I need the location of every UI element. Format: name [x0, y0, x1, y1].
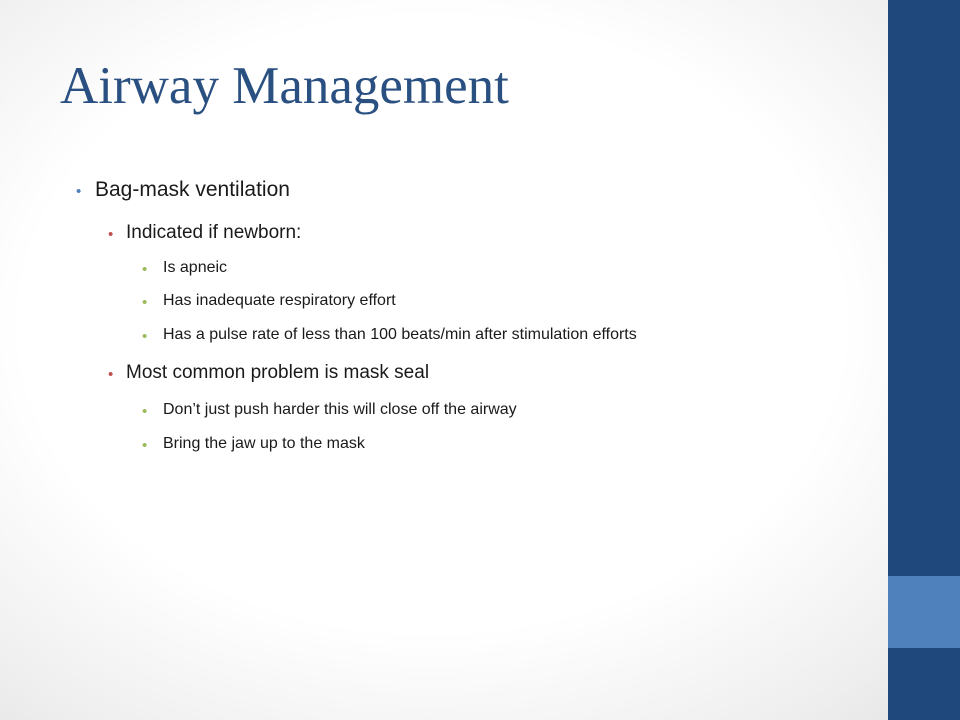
slide-title: Airway Management [60, 57, 509, 115]
bullet-item [142, 326, 637, 345]
bullet-text: Is apneic [163, 259, 228, 276]
bullet-text: Has inadequate respiratory effort [163, 292, 396, 309]
bullet-item [76, 178, 290, 202]
bullet-item [142, 292, 396, 311]
bullet-dot-icon: • [142, 261, 148, 278]
bullet-item [142, 401, 517, 420]
bullet-text: Has a pulse rate of less than 100 beats/min after stimulation efforts [163, 326, 637, 343]
bullet-text: Bring the jaw up to the mask [163, 435, 365, 452]
bullet-dot-icon: • [142, 437, 148, 454]
bullet-dot-icon: • [108, 226, 114, 243]
bullet-text: Indicated if newborn: [126, 222, 302, 243]
bullet-dot-icon: • [142, 403, 148, 420]
bullet-text: Bag-mask ventilation [95, 178, 290, 201]
bullet-dot-icon: • [108, 366, 114, 383]
bullet-item [142, 435, 365, 454]
sidebar-accent-block [888, 576, 960, 648]
bullet-item [108, 222, 302, 244]
bullet-dot-icon: • [142, 294, 148, 311]
bullet-text: Don’t just push harder this will close off the airway [163, 401, 517, 418]
bullet-text: Most common problem is mask seal [126, 362, 430, 383]
bullet-dot-icon: • [76, 183, 82, 200]
bullet-dot-icon: • [142, 328, 148, 345]
bullet-item [142, 259, 228, 278]
bullet-item [108, 362, 430, 384]
